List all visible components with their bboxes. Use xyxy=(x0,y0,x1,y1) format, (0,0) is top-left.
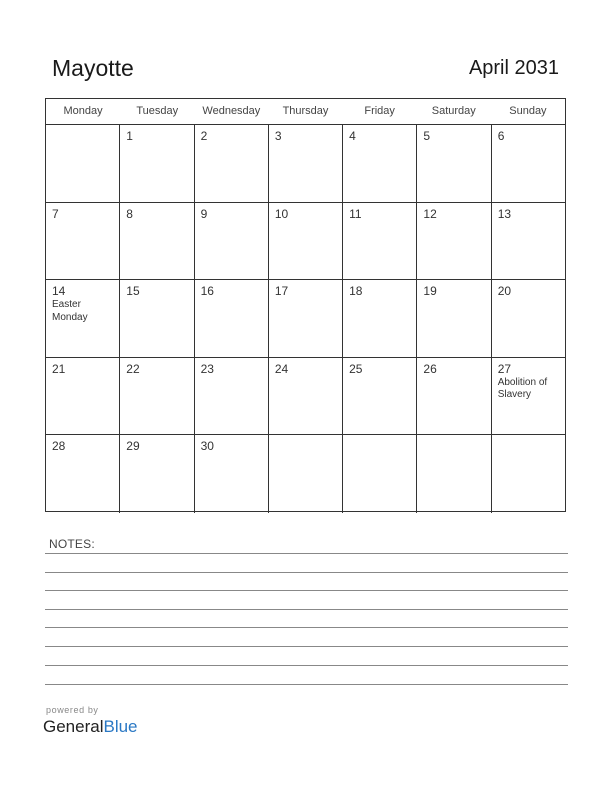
calendar-day-cell xyxy=(492,203,565,280)
day-number: 14 xyxy=(52,284,66,299)
day-number: 1 xyxy=(126,129,133,143)
notes-line xyxy=(45,646,568,647)
day-number: 17 xyxy=(274,284,289,299)
notes-line xyxy=(45,684,568,685)
holiday-label: Abolition of Slavery xyxy=(497,376,548,401)
calendar-day-cell xyxy=(195,280,269,357)
day-number: 25 xyxy=(349,361,363,376)
calendar-day-cell xyxy=(195,435,269,513)
calendar-day-cell xyxy=(120,280,194,357)
calendar-day-cell xyxy=(343,203,417,280)
holiday-label: Easter Monday xyxy=(52,299,88,323)
weekday-header: Thursday xyxy=(282,105,329,117)
calendar-day-cell xyxy=(343,280,417,357)
notes-line xyxy=(45,609,568,610)
calendar-day-cell xyxy=(46,125,120,202)
day-number: 13 xyxy=(497,206,512,221)
weekday-header: Wednesday xyxy=(202,105,261,117)
day-number: 29 xyxy=(126,439,140,454)
day-number: 18 xyxy=(349,284,363,299)
day-number: 20 xyxy=(497,284,512,299)
powered-by-text: powered by xyxy=(46,705,99,715)
weekday-header-row xyxy=(46,99,565,125)
calendar-week-row xyxy=(46,358,565,436)
calendar-day-cell xyxy=(492,358,565,435)
calendar-day-cell xyxy=(269,125,343,202)
day-number: 24 xyxy=(274,361,289,376)
notes-line xyxy=(45,590,568,591)
day-number: 8 xyxy=(126,206,133,221)
day-number: 2 xyxy=(200,129,208,143)
day-number: 19 xyxy=(423,284,437,299)
day-number: 11 xyxy=(349,206,362,221)
day-number: 7 xyxy=(52,206,59,221)
calendar-country-title: Mayotte xyxy=(52,55,134,81)
day-number: 6 xyxy=(497,129,505,143)
calendar-grid xyxy=(45,98,566,512)
day-number: 16 xyxy=(200,284,214,299)
calendar-day-cell xyxy=(120,358,194,435)
weekday-header: Tuesday xyxy=(136,105,179,117)
calendar-day-cell xyxy=(269,280,343,357)
calendar-week-row xyxy=(46,203,565,281)
calendar-day-cell xyxy=(492,280,565,357)
calendar-day-cell xyxy=(195,125,269,202)
day-number: 22 xyxy=(126,361,140,376)
calendar-day-cell xyxy=(492,125,565,202)
generalblue-logo xyxy=(43,717,138,737)
calendar-day-cell xyxy=(417,435,491,513)
day-number: 12 xyxy=(423,206,437,221)
calendar-week-row xyxy=(46,125,565,203)
day-number: 4 xyxy=(349,129,356,143)
day-number: 27 xyxy=(497,361,512,376)
calendar-day-cell xyxy=(120,435,194,513)
calendar-day-cell xyxy=(343,435,417,513)
calendar-weeks xyxy=(46,125,565,513)
day-number: 9 xyxy=(200,206,208,221)
calendar-day-cell xyxy=(492,435,565,513)
calendar-day-cell xyxy=(46,203,120,280)
day-number: 23 xyxy=(200,361,214,376)
calendar-day-cell xyxy=(343,358,417,435)
calendar-week-row xyxy=(46,280,565,358)
notes-label: NOTES: xyxy=(49,537,95,551)
calendar-day-cell xyxy=(269,203,343,280)
notes-line xyxy=(45,665,568,666)
calendar-day-cell xyxy=(46,358,120,435)
day-number: 28 xyxy=(52,439,66,454)
calendar-day-cell xyxy=(46,280,120,357)
calendar-day-cell xyxy=(417,280,491,357)
calendar-month-title: April 2031 xyxy=(468,57,559,79)
calendar-day-cell xyxy=(120,125,194,202)
notes-line xyxy=(45,572,568,573)
brand-blue-text: Blue xyxy=(103,717,138,736)
weekday-header: Saturday xyxy=(431,105,476,117)
calendar-day-cell xyxy=(195,358,269,435)
calendar-day-cell xyxy=(269,435,343,513)
notes-line xyxy=(45,553,568,554)
day-number: 3 xyxy=(274,129,282,143)
day-number: 10 xyxy=(274,206,289,221)
day-number: 5 xyxy=(423,129,431,143)
calendar-day-cell xyxy=(417,203,491,280)
brand-general-text: General xyxy=(43,717,104,736)
calendar-day-cell xyxy=(417,358,491,435)
weekday-header: Friday xyxy=(364,105,395,117)
day-number: 21 xyxy=(52,361,66,376)
day-number: 30 xyxy=(200,439,214,454)
calendar-day-cell xyxy=(417,125,491,202)
calendar-week-row xyxy=(46,435,565,513)
day-number: 26 xyxy=(423,361,437,376)
calendar-day-cell xyxy=(343,125,417,202)
notes-line xyxy=(45,627,568,628)
weekday-header: Sunday xyxy=(509,105,547,117)
calendar-day-cell xyxy=(120,203,194,280)
day-number: 15 xyxy=(126,284,140,299)
calendar-day-cell xyxy=(195,203,269,280)
calendar-day-cell xyxy=(46,435,120,513)
weekday-header: Monday xyxy=(63,105,103,117)
calendar-day-cell xyxy=(269,358,343,435)
